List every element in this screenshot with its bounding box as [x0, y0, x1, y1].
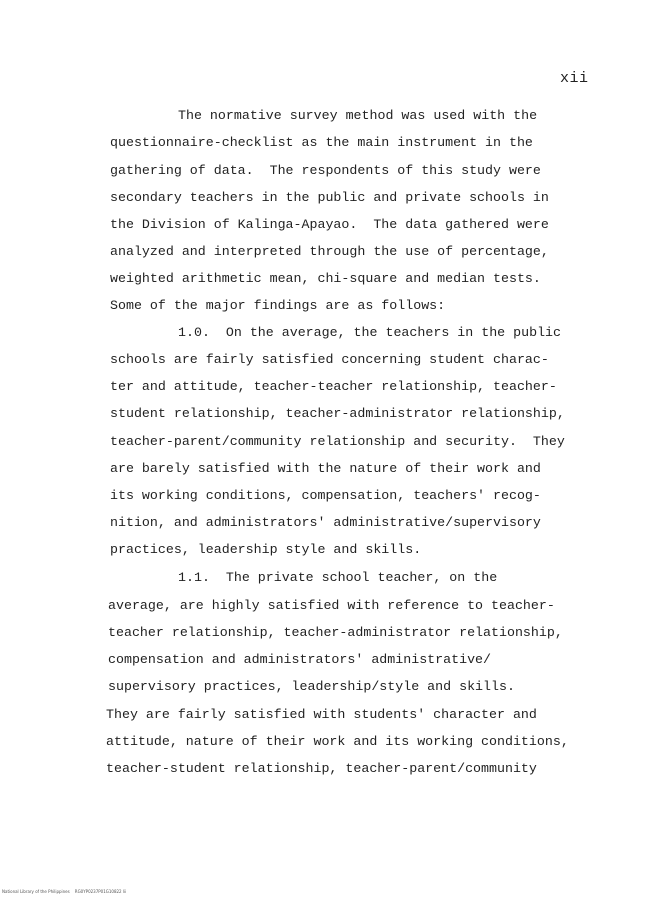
text-line: teacher relationship, teacher-administrator relationship, — [108, 625, 563, 640]
text-line: Some of the major findings are as follows: — [110, 298, 446, 313]
text-line: the Division of Kalinga-Apayao. The data gathered were — [110, 217, 549, 232]
text-line: average, are highly satisfied with reference to teacher- — [108, 598, 555, 613]
text-line: are barely satisfied with the nature of their work and — [110, 461, 541, 476]
text-line: nition, and administrators' administrative/supervisory — [110, 515, 541, 530]
text-line: schools are fairly satisfied concerning student charac- — [110, 352, 549, 367]
text-line: teacher-student relationship, teacher-parent/community — [106, 761, 537, 776]
text-line: teacher-parent/community relationship and security. They — [110, 434, 565, 449]
text-line: ter and attitude, teacher-teacher relationship, teacher- — [110, 379, 557, 394]
text-line: secondary teachers in the public and private schools in — [110, 190, 549, 205]
text-line: analyzed and interpreted through the use of percentage, — [110, 244, 549, 259]
text-line: They are fairly satisfied with students' character and — [106, 707, 537, 722]
text-line: student relationship, teacher-administrator relationship, — [110, 406, 565, 421]
page-number: xii — [560, 70, 589, 87]
text-line: compensation and administrators' administrative/ — [108, 652, 492, 667]
text-line: supervisory practices, leadership/style and skills. — [108, 679, 515, 694]
text-line: 1.0. On the average, the teachers in the public — [178, 325, 562, 340]
text-line: gathering of data. The respondents of this study were — [110, 163, 541, 178]
text-line: weighted arithmetic mean, chi-square and median tests. — [110, 271, 541, 286]
text-line: its working conditions, compensation, teachers' recog- — [110, 488, 541, 503]
text-line: The normative survey method was used with the — [178, 108, 538, 123]
text-line: 1.1. The private school teacher, on the — [178, 570, 498, 585]
text-line: attitude, nature of their work and its working conditions, — [106, 734, 569, 749]
text-line: questionnaire-checklist as the main instrument in the — [110, 135, 533, 150]
footer-source-note: National Library of the Philippines RG0YP0237P01G10822 lii — [2, 889, 127, 894]
text-line: practices, leadership style and skills. — [110, 542, 422, 557]
